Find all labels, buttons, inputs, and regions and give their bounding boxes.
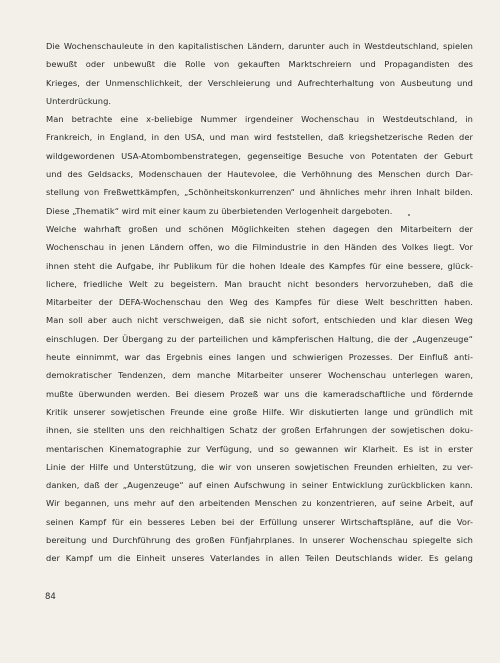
text-line: einschlugen. Der Übergang zu der parteilichen und kämpferischen Haltung, die der „Augenzeuge“: [46, 333, 473, 344]
text-line: Die Wochenschauleute in den kapitalistischen Ländern, darunter auch in Westdeutschland, spielen: [46, 41, 473, 51]
text-line: Frankreich, in England, in den USA, und man wird feststellen, daß kriegshetzerische Reden der: [46, 132, 473, 143]
text-line: Welche wahrhaft großen und schönen Möglichkeiten stehen dagegen den Mitarbeitern der: [46, 223, 473, 234]
page-number: 84: [45, 592, 56, 602]
text-line: ihnen steht die Aufgabe, ihr Publikum für die hohen Ideale des Kampfes für eine bessere, glück-: [46, 260, 473, 271]
text-line: seinen Kampf für ein besseres Leben bei der Erfüllung unserer Wirtschaftspläne, auf die Vor-: [46, 516, 473, 527]
text-line: lichere, friedliche Welt zu begeistern. Man braucht nicht besonders hervorzuheben, daß die: [46, 278, 473, 289]
text-line: Kritik unserer sowjetischen Freunde eine große Hilfe. Wir diskutierten lange und gründlich mit: [46, 406, 473, 417]
text-line: ihnen, sie stellten uns den reichhaltigen Schatz der großen Erfahrungen der sowjetischen doku-: [46, 425, 473, 436]
text-line: Man soll aber auch nicht verschweigen, daß sie nicht sofort, entschieden und klar diesen Weg: [46, 315, 473, 326]
text-line: danken, daß der „Augenzeuge“ auf einen Aufschwung in seiner Entwicklung zurückblicken kann.: [46, 480, 473, 491]
text-line: Man betrachte eine x-beliebige Nummer irgendeiner Wochenschau in Westdeutschland, in: [46, 114, 473, 125]
text-line: bereitung und Durchführung des großen Fünfjahrplanes. In unserer Wochenschau spiegelte sich: [46, 535, 473, 546]
text-line: Wochenschau in jenen Ländern offen, wo die Filmindustrie in den Händen des Volkes liegt. Vor: [46, 242, 473, 253]
text-line: wildgewordenen USA-Atombombenstrategen, gegenseitige Besuche von Potentaten der Geburt: [46, 150, 473, 161]
text-line: mußte überwunden werden. Bei diesem Prozeß war uns die kameradschaftliche und fördernde: [46, 388, 473, 399]
text-line: bewußt oder unbewußt die Rolle von gekauften Marktschreiern und Propagandisten des: [46, 59, 473, 70]
text-line: Diese „Thematik“ wird mit einer kaum zu überbietenden Verlogenheit dargeboten.: [46, 205, 393, 216]
text-line: Krieges, der Unmenschlichkeit, der Verschleierung und Aufrechterhaltung von Ausbeutung und: [46, 77, 473, 88]
text-line: und des Geldsacks, Modenschauen der Hautevolee, die Verhöhnung des Menschen durch Dar-: [46, 169, 473, 180]
text-line: heute einnimmt, war das Ergebnis eines langen und schwierigen Prozesses. Der Einfluß anti-: [46, 352, 473, 363]
text-line: der Kampf um die Einheit unseres Vaterlandes in allen Teilen Deutschlands wider. Es gelang: [46, 553, 473, 564]
text-line: mentarischen Kinematographie zur Verfügung, und so gewannen wir Klarheit. Es ist in erster: [46, 443, 473, 454]
body-text: [46, 37, 473, 568]
text-line: stellung von Freßwettkämpfen, „Schönheitskonkurrenzen“ und ähnliches mehr ihren Inhalt bilden.: [46, 187, 473, 198]
text-line: demokratischer Tendenzen, dem manche Mitarbeiter unserer Wochenschau unterlegen waren,: [46, 370, 473, 381]
text-line: Unterdrückung.: [46, 95, 112, 106]
text-line: Mitarbeiter der DEFA-Wochenschau den Weg des Kampfes für diese Welt beschritten haben.: [46, 297, 473, 308]
print-speck: [408, 214, 410, 216]
text-line: Linie der Hilfe und Unterstützung, die wir von unseren sowjetischen Freunden erhielten, zu ver-: [46, 461, 473, 472]
text-line: Wir begannen, uns mehr auf den arbeitenden Menschen zu konzentrieren, auf seine Arbeit, auf: [46, 498, 473, 509]
